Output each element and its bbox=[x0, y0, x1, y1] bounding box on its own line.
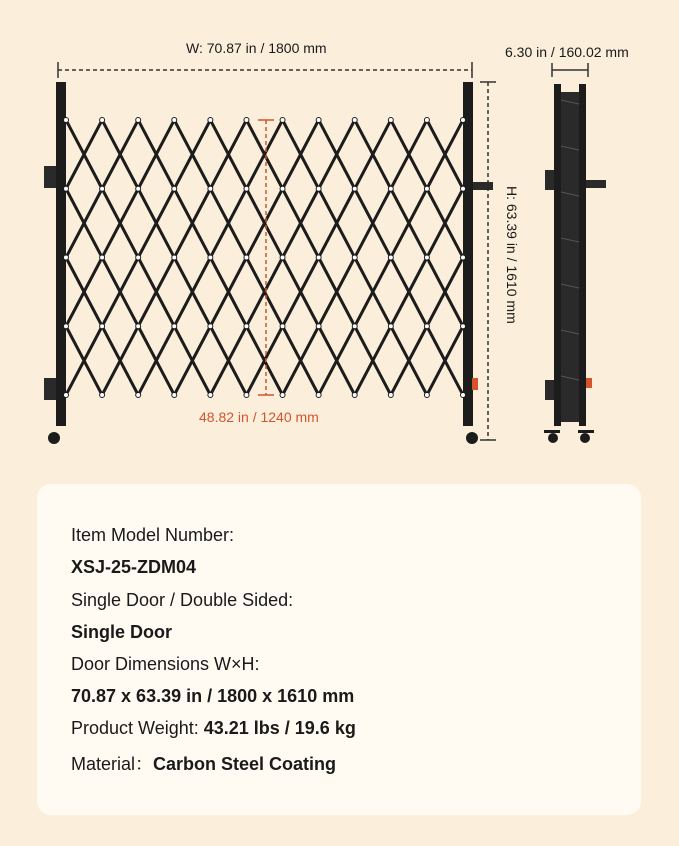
depth-label: 6.30 in / 160.02 mm bbox=[505, 44, 629, 60]
door-type-value: Single Door bbox=[71, 622, 173, 642]
door-dimensions-label: Door Dimensions W×H: bbox=[71, 654, 260, 674]
door-dimensions-value: 70.87 x 63.39 in / 1800 x 1610 mm bbox=[71, 686, 355, 706]
product-weight: Product Weight: 43.21 lbs / 19.6 kg bbox=[71, 718, 356, 738]
depth-dimension-line bbox=[552, 63, 588, 77]
height-dimension-line bbox=[480, 82, 496, 440]
gate-side-view bbox=[544, 84, 606, 443]
model-number-value: XSJ-25-ZDM04 bbox=[71, 557, 197, 577]
width-label: W: 70.87 in / 1800 mm bbox=[186, 40, 327, 56]
gate-front-view bbox=[44, 82, 493, 444]
door-type-label: Single Door / Double Sided: bbox=[71, 590, 294, 610]
width-dimension-line bbox=[58, 62, 472, 78]
model-number-label: Item Model Number: bbox=[71, 525, 235, 545]
material: Material：Carbon Steel Coating bbox=[71, 754, 337, 774]
opening-label: 48.82 in / 1240 mm bbox=[199, 409, 319, 425]
spec-card bbox=[37, 484, 641, 815]
height-label: H: 63.39 in / 1610 mm bbox=[504, 186, 520, 324]
